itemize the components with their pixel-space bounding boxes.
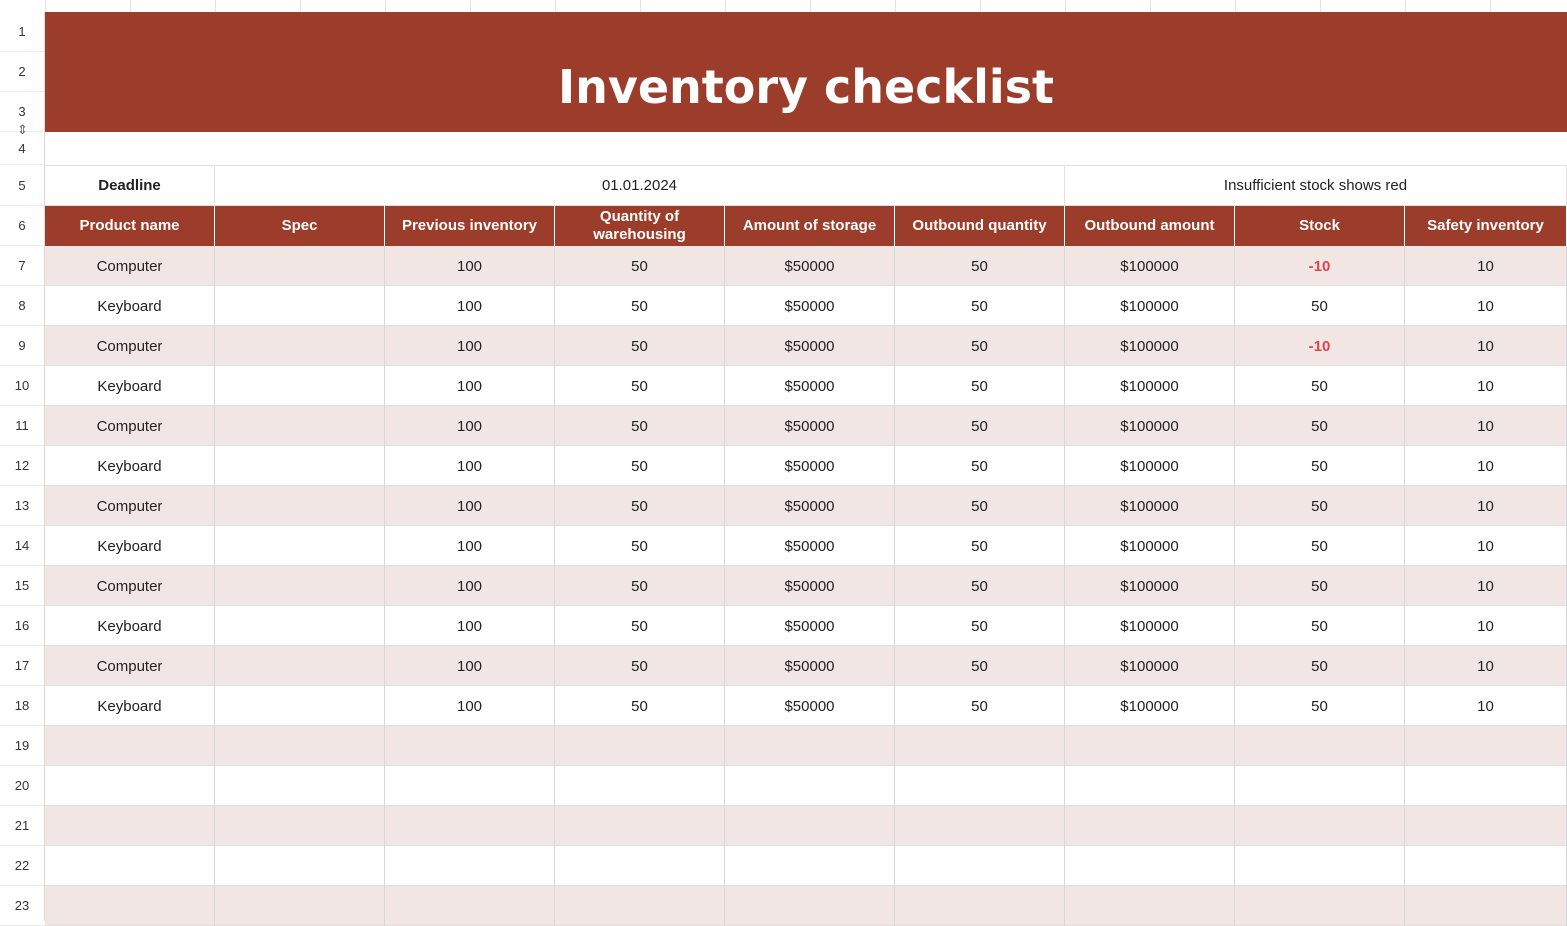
table-cell[interactable] <box>555 886 725 926</box>
table-cell[interactable] <box>1405 846 1567 886</box>
table-cell[interactable]: 100 <box>385 486 555 526</box>
table-cell[interactable]: 100 <box>385 606 555 646</box>
table-cell[interactable]: Computer <box>45 646 215 686</box>
column-header[interactable]: Quantity of warehousing <box>555 206 725 246</box>
table-cell[interactable]: $50000 <box>725 446 895 486</box>
table-cell[interactable] <box>725 726 895 766</box>
table-cell[interactable]: $100000 <box>1065 486 1235 526</box>
table-cell[interactable] <box>1405 886 1567 926</box>
row-number-23[interactable]: 23 <box>0 886 44 926</box>
column-tick <box>640 0 641 12</box>
table-cell[interactable]: 50 <box>895 446 1065 486</box>
table-cell[interactable]: $50000 <box>725 606 895 646</box>
table-cell[interactable]: 100 <box>385 406 555 446</box>
table-cell[interactable]: 50 <box>555 566 725 606</box>
table-cell[interactable] <box>215 606 385 646</box>
table-cell[interactable] <box>45 806 215 846</box>
table-cell[interactable] <box>45 846 215 886</box>
table-cell[interactable]: 10 <box>1405 326 1567 366</box>
table-cell[interactable] <box>555 806 725 846</box>
row-number-15[interactable]: 15 <box>0 566 44 606</box>
column-header[interactable]: Product name <box>45 206 215 246</box>
table-cell[interactable] <box>1065 726 1235 766</box>
row-number-10[interactable]: 10 <box>0 366 44 406</box>
row-number-17[interactable]: 17 <box>0 646 44 686</box>
row-number-2[interactable]: 2 <box>0 52 44 92</box>
table-cell[interactable] <box>1235 886 1405 926</box>
column-tick <box>215 0 216 12</box>
table-cell[interactable]: 50 <box>895 566 1065 606</box>
row-number-19[interactable]: 19 <box>0 726 44 766</box>
table-cell[interactable]: $50000 <box>725 646 895 686</box>
table-cell[interactable]: $100000 <box>1065 646 1235 686</box>
table-cell[interactable]: 50 <box>1235 486 1405 526</box>
row-number-1[interactable]: 1 <box>0 12 44 52</box>
table-row <box>45 286 1567 326</box>
table-cell[interactable] <box>45 726 215 766</box>
table-cell[interactable] <box>215 406 385 446</box>
table-cell[interactable] <box>215 646 385 686</box>
column-tick <box>725 0 726 12</box>
column-header[interactable]: Outbound amount <box>1065 206 1235 246</box>
table-row <box>45 246 1567 286</box>
table-cell[interactable]: 50 <box>555 606 725 646</box>
table-cell[interactable]: 10 <box>1405 646 1567 686</box>
table-cell[interactable] <box>215 326 385 366</box>
table-cell[interactable] <box>725 886 895 926</box>
table-cell[interactable] <box>45 886 215 926</box>
table-row <box>45 486 1567 526</box>
table-cell[interactable]: 50 <box>895 486 1065 526</box>
row-number-16[interactable]: 16 <box>0 606 44 646</box>
table-cell[interactable] <box>215 446 385 486</box>
table-row <box>45 886 1567 926</box>
table-cell[interactable]: 50 <box>895 646 1065 686</box>
table-cell[interactable]: 100 <box>385 526 555 566</box>
table-cell[interactable]: 100 <box>385 246 555 286</box>
table-cell[interactable]: 100 <box>385 366 555 406</box>
column-tick <box>1490 0 1491 12</box>
table-cell[interactable]: 50 <box>895 246 1065 286</box>
column-header[interactable]: Spec <box>215 206 385 246</box>
table-cell[interactable]: 50 <box>555 246 725 286</box>
row-number-12[interactable]: 12 <box>0 446 44 486</box>
table-row <box>45 806 1567 846</box>
table-cell[interactable]: 50 <box>555 446 725 486</box>
table-cell[interactable]: 50 <box>895 366 1065 406</box>
row-number-18[interactable]: 18 <box>0 686 44 726</box>
table-cell[interactable] <box>1065 766 1235 806</box>
table-cell[interactable]: $50000 <box>725 406 895 446</box>
row-header <box>0 12 45 921</box>
table-row <box>45 406 1567 446</box>
table-cell[interactable] <box>215 366 385 406</box>
row-number-5[interactable]: 5 <box>0 165 44 206</box>
table-cell[interactable] <box>555 846 725 886</box>
table-cell[interactable] <box>725 846 895 886</box>
column-tick <box>1150 0 1151 12</box>
table-row <box>45 326 1567 366</box>
table-row <box>45 686 1567 726</box>
table-cell[interactable] <box>215 566 385 606</box>
column-header[interactable]: Outbound quantity <box>895 206 1065 246</box>
table-cell[interactable]: $100000 <box>1065 446 1235 486</box>
table-cell[interactable] <box>895 806 1065 846</box>
table-cell[interactable] <box>725 766 895 806</box>
table-cell[interactable] <box>1405 726 1567 766</box>
stock-note[interactable]: Insufficient stock shows red <box>1065 165 1567 206</box>
table-cell[interactable]: 50 <box>555 646 725 686</box>
table-cell[interactable]: Computer <box>45 246 215 286</box>
table-row <box>45 646 1567 686</box>
table-cell[interactable]: 50 <box>895 686 1065 726</box>
table-cell[interactable]: 50 <box>1235 366 1405 406</box>
table-cell[interactable] <box>385 886 555 926</box>
table-cell[interactable] <box>215 286 385 326</box>
table-cell[interactable]: -10 <box>1235 326 1405 366</box>
table-cell[interactable]: 100 <box>385 566 555 606</box>
column-tick <box>1320 0 1321 12</box>
table-cell[interactable] <box>385 766 555 806</box>
table-cell[interactable]: 10 <box>1405 446 1567 486</box>
row-number-22[interactable]: 22 <box>0 846 44 886</box>
table-cell[interactable] <box>385 846 555 886</box>
table-cell[interactable] <box>1065 886 1235 926</box>
table-cell[interactable] <box>45 766 215 806</box>
column-header[interactable]: Stock <box>1235 206 1405 246</box>
table-cell[interactable]: 10 <box>1405 606 1567 646</box>
column-tick <box>810 0 811 12</box>
table-row <box>45 366 1567 406</box>
table-cell[interactable]: 100 <box>385 326 555 366</box>
row-number-14[interactable]: 14 <box>0 526 44 566</box>
table-cell[interactable] <box>1065 806 1235 846</box>
table-cell[interactable]: 50 <box>1235 446 1405 486</box>
table-cell[interactable]: 50 <box>895 406 1065 446</box>
table-cell[interactable] <box>215 526 385 566</box>
table-cell[interactable] <box>215 766 385 806</box>
table-cell[interactable]: Keyboard <box>45 286 215 326</box>
table-cell[interactable] <box>895 766 1065 806</box>
column-tick <box>385 0 386 12</box>
column-tick <box>45 0 46 12</box>
row-resize-icon[interactable]: ⇕ <box>17 122 28 137</box>
column-header[interactable]: Amount of storage <box>725 206 895 246</box>
table-cell[interactable] <box>725 806 895 846</box>
table-cell[interactable]: 50 <box>1235 686 1405 726</box>
table-cell[interactable] <box>215 246 385 286</box>
table-cell[interactable]: Computer <box>45 486 215 526</box>
table-cell[interactable] <box>215 806 385 846</box>
table-cell[interactable]: $100000 <box>1065 566 1235 606</box>
column-tick <box>300 0 301 12</box>
table-cell[interactable]: 50 <box>555 486 725 526</box>
row-number-20[interactable]: 20 <box>0 766 44 806</box>
row-number-7[interactable]: 7 <box>0 246 44 286</box>
column-header[interactable]: Previous inventory <box>385 206 555 246</box>
table-cell[interactable]: $100000 <box>1065 526 1235 566</box>
table-row <box>45 726 1567 766</box>
table-cell[interactable] <box>215 886 385 926</box>
table-cell[interactable]: 10 <box>1405 486 1567 526</box>
table-cell[interactable]: $100000 <box>1065 606 1235 646</box>
table-cell[interactable]: Keyboard <box>45 366 215 406</box>
sheet-title: Inventory checklist <box>557 60 1055 114</box>
table-cell[interactable] <box>215 486 385 526</box>
table-cell[interactable]: $50000 <box>725 686 895 726</box>
table-cell[interactable] <box>1405 766 1567 806</box>
table-cell[interactable]: 50 <box>1235 406 1405 446</box>
row-number-9[interactable]: 9 <box>0 326 44 366</box>
table-cell[interactable]: Computer <box>45 566 215 606</box>
table-cell[interactable]: 100 <box>385 446 555 486</box>
table-cell[interactable]: $50000 <box>725 526 895 566</box>
table-cell[interactable]: 10 <box>1405 526 1567 566</box>
table-cell[interactable]: 50 <box>555 326 725 366</box>
row-number-6[interactable]: 6 <box>0 206 44 246</box>
table-cell[interactable]: 10 <box>1405 686 1567 726</box>
table-cell[interactable]: 50 <box>555 286 725 326</box>
table-cell[interactable] <box>895 886 1065 926</box>
table-cell[interactable] <box>215 686 385 726</box>
table-row <box>45 526 1567 566</box>
table-cell[interactable]: $50000 <box>725 286 895 326</box>
row-number-21[interactable]: 21 <box>0 806 44 846</box>
table-cell[interactable]: 50 <box>895 286 1065 326</box>
table-cell[interactable]: -10 <box>1235 246 1405 286</box>
table-cell[interactable]: $50000 <box>725 246 895 286</box>
table-cell[interactable]: 100 <box>385 286 555 326</box>
table-cell[interactable]: Computer <box>45 326 215 366</box>
table-cell[interactable]: $50000 <box>725 486 895 526</box>
table-cell[interactable]: Keyboard <box>45 686 215 726</box>
table-cell[interactable]: 50 <box>555 686 725 726</box>
table-row <box>45 846 1567 886</box>
table-cell[interactable]: 50 <box>1235 606 1405 646</box>
table-cell[interactable]: Keyboard <box>45 446 215 486</box>
table-cell[interactable]: 50 <box>1235 566 1405 606</box>
table-cell[interactable] <box>555 766 725 806</box>
column-tick <box>555 0 556 12</box>
table-cell[interactable]: Keyboard <box>45 606 215 646</box>
row-number-8[interactable]: 8 <box>0 286 44 326</box>
table-cell[interactable]: Computer <box>45 406 215 446</box>
table-cell[interactable]: 50 <box>895 606 1065 646</box>
table-cell[interactable]: $100000 <box>1065 326 1235 366</box>
table-cell[interactable]: 10 <box>1405 286 1567 326</box>
table-cell[interactable] <box>895 846 1065 886</box>
table-row <box>45 446 1567 486</box>
table-cell[interactable]: $100000 <box>1065 366 1235 406</box>
table-cell[interactable] <box>385 726 555 766</box>
table-cell[interactable] <box>1235 846 1405 886</box>
table-cell[interactable]: 10 <box>1405 566 1567 606</box>
table-cell[interactable]: $100000 <box>1065 686 1235 726</box>
table-cell[interactable] <box>1065 846 1235 886</box>
title-banner[interactable] <box>45 12 1567 132</box>
column-tick <box>1065 0 1066 12</box>
table-cell[interactable]: 50 <box>555 526 725 566</box>
table-row <box>45 766 1567 806</box>
table-cell[interactable] <box>1405 806 1567 846</box>
table-row <box>45 566 1567 606</box>
table-cell[interactable]: $50000 <box>725 326 895 366</box>
table-cell[interactable]: 50 <box>555 366 725 406</box>
table-cell[interactable] <box>215 846 385 886</box>
table-cell[interactable]: 10 <box>1405 406 1567 446</box>
table-cell[interactable]: 10 <box>1405 246 1567 286</box>
table-cell[interactable] <box>215 726 385 766</box>
table-row <box>45 606 1567 646</box>
column-tick <box>895 0 896 12</box>
table-cell[interactable]: $50000 <box>725 366 895 406</box>
table-cell[interactable]: 100 <box>385 646 555 686</box>
column-tick <box>980 0 981 12</box>
table-cell[interactable] <box>555 726 725 766</box>
table-cell[interactable]: 100 <box>385 686 555 726</box>
table-cell[interactable] <box>1235 806 1405 846</box>
column-header[interactable]: Safety inventory <box>1405 206 1567 246</box>
table-cell[interactable]: 50 <box>895 526 1065 566</box>
row-number-11[interactable]: 11 <box>0 406 44 446</box>
table-cell[interactable]: $100000 <box>1065 286 1235 326</box>
table-cell[interactable]: Keyboard <box>45 526 215 566</box>
table-cell[interactable]: 50 <box>1235 526 1405 566</box>
row-number-13[interactable]: 13 <box>0 486 44 526</box>
column-tick <box>1405 0 1406 12</box>
table-cell[interactable]: 50 <box>1235 286 1405 326</box>
deadline-label[interactable]: Deadline <box>45 165 215 206</box>
table-cell[interactable]: 50 <box>555 406 725 446</box>
table-cell[interactable]: 50 <box>895 326 1065 366</box>
table-cell[interactable] <box>385 806 555 846</box>
table-cell[interactable]: $100000 <box>1065 406 1235 446</box>
table-cell[interactable]: $50000 <box>725 566 895 606</box>
row-number-3[interactable]: 3 <box>0 92 44 132</box>
column-tick <box>130 0 131 12</box>
column-tick <box>1235 0 1236 12</box>
column-tick <box>470 0 471 12</box>
table-cell[interactable]: $100000 <box>1065 246 1235 286</box>
row-number-4[interactable]: 4 <box>0 132 44 165</box>
table-cell[interactable] <box>895 726 1065 766</box>
table-cell[interactable] <box>1235 726 1405 766</box>
deadline-value[interactable]: 01.01.2024 <box>215 165 1065 206</box>
table-cell[interactable]: 10 <box>1405 366 1567 406</box>
table-cell[interactable] <box>1235 766 1405 806</box>
table-cell[interactable]: 50 <box>1235 646 1405 686</box>
